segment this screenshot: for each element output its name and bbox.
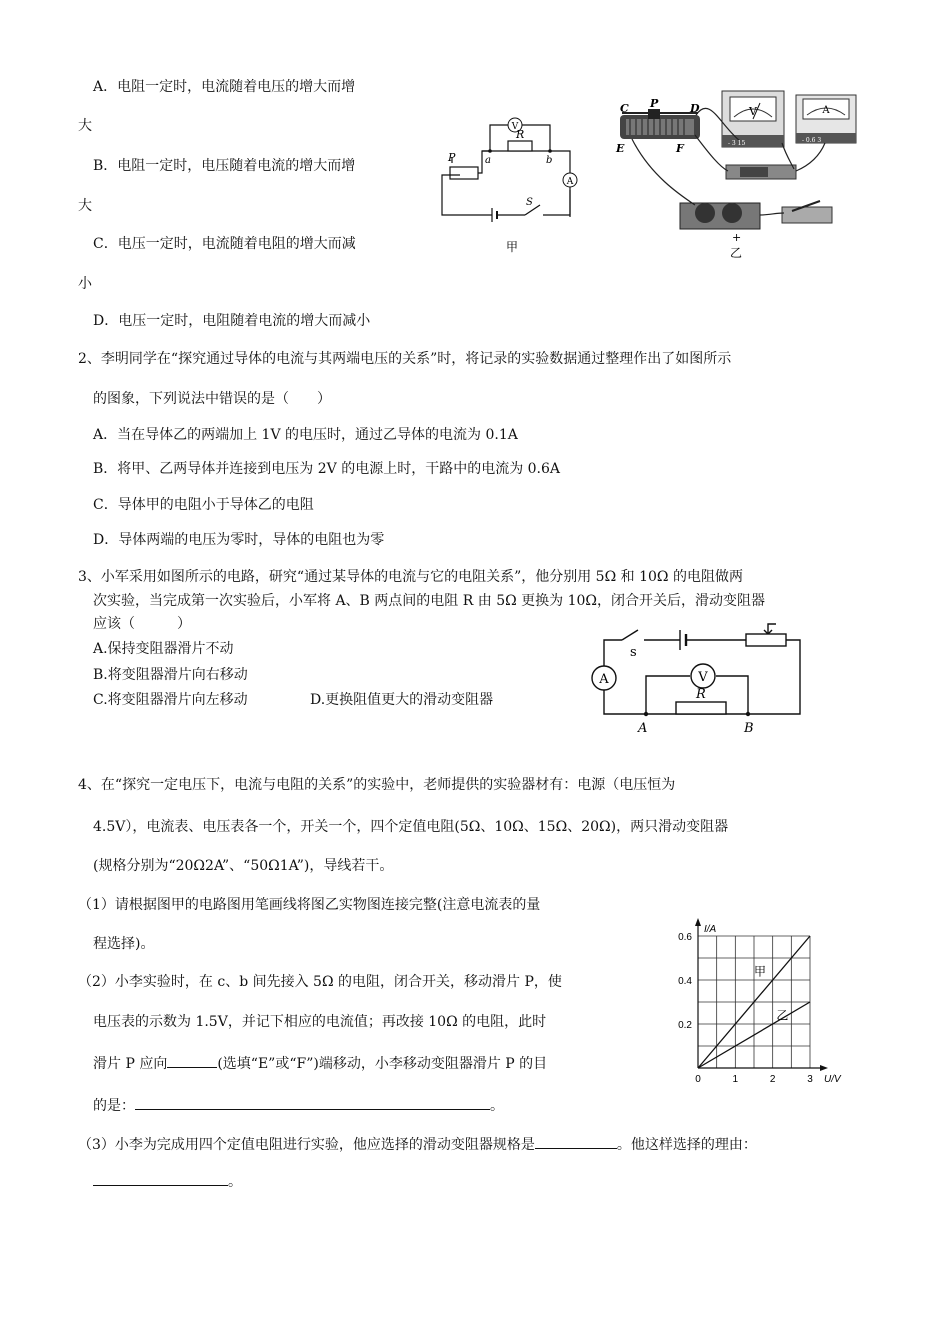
yi-voltmeter-scale: - 3 15 <box>728 140 746 147</box>
chart-y-axis-label: I/A <box>704 924 717 935</box>
q4-part1-line2: 程选择)。 <box>93 936 155 952</box>
q4-part1-line1: （1）请根据图甲的电路图用笔画线将图乙实物图连接完整(注意电流表的量 <box>78 897 541 913</box>
iu-graph-chart <box>668 900 848 1090</box>
chart-series-label: 乙 <box>776 1008 789 1023</box>
q4-blank-purpose[interactable] <box>135 1095 490 1110</box>
q4-stem-line1: 4、在“探究一定电压下，电流与电阻的关系”的实验中，老师提供的实验器材有：电源（电压恒为 <box>78 777 676 793</box>
yi-terminal-e: E <box>616 142 625 155</box>
q1-option-c-line2: 小 <box>78 276 92 292</box>
yi-caption: 乙 <box>730 246 743 260</box>
yi-voltmeter-label: V <box>749 105 757 118</box>
q3-switch-label: s <box>630 645 637 660</box>
q4-part3-line1 <box>78 1134 757 1154</box>
chart-x-axis-label: U/V <box>824 1074 841 1085</box>
q4-part2-line2: 电压表的示数为 1.5V，并记下相应的电流值；再改接 10Ω 的电阻，此时 <box>93 1014 547 1030</box>
q1-option-c-line1: C．电压一定时，电流随着电阻的增大而减 <box>93 236 356 252</box>
q3-point-b: B <box>744 721 754 736</box>
yi-terminal-f: F <box>676 142 684 155</box>
q1-option-d: D．电压一定时，电阻随着电流的增大而减小 <box>93 313 371 329</box>
yi-slider-p: P <box>650 97 659 110</box>
q3-resistor-label: R <box>696 687 706 702</box>
q4-blank-reason[interactable] <box>93 1171 228 1186</box>
yi-terminal-c: C <box>620 102 629 115</box>
q3-option-d: D.更换阻值更大的滑动变阻器 <box>310 692 494 708</box>
q3-voltmeter-label: V <box>698 670 708 685</box>
q4-stem-line2: 4.5V），电流表、电压表各一个，开关一个，四个定值电阻(5Ω、10Ω、15Ω、20Ω)，两只滑动变阻器 <box>93 819 729 835</box>
q4-part3-text-c: 。 <box>228 1174 242 1190</box>
jia-point-b: b <box>546 155 553 166</box>
chart-y-axis-arrow <box>695 918 701 926</box>
yi-plus-sign: + <box>732 231 742 244</box>
chart-x-axis-arrow <box>820 1065 828 1071</box>
jia-voltmeter-label: V <box>511 122 519 132</box>
chart-series-label: 甲 <box>754 964 767 979</box>
q2-option-c: C．导体甲的电阻小于导体乙的电阻 <box>93 497 314 513</box>
q3-option-a: A.保持变阻器滑片不动 <box>93 641 234 657</box>
q1-option-a-line1: A．电阻一定时，电流随着电压的增大而增 <box>93 79 356 95</box>
q3-ammeter-label: A <box>599 672 609 687</box>
q2-stem-line2: 的图象，下列说法中错误的是（ ） <box>93 391 331 407</box>
chart-y-tick-label: 0.4 <box>678 976 692 987</box>
q4-stem-line3: (规格分别为“20Ω2A”、“50Ω1A”)，导线若干。 <box>93 858 394 874</box>
q1-apparatus-figure-yi <box>610 85 870 265</box>
chart-x-tick-label: 1 <box>732 1074 739 1085</box>
q4-part3-text-a: （3）小李为完成用四个定值电阻进行实验，他应选择的滑动变阻器规格是 <box>78 1137 535 1153</box>
chart-x-tick-label: 3 <box>807 1074 813 1085</box>
chart-x-tick-label: 2 <box>769 1074 776 1085</box>
q4-part2-line3-prefix: 滑片 P 应向 <box>93 1056 168 1072</box>
q1-option-b-line1: B．电阻一定时，电压随着电流的增大而增 <box>93 158 356 174</box>
jia-slider-label: P <box>448 151 456 164</box>
chart-y-tick-label: 0.6 <box>678 932 692 943</box>
q1-option-b-line2: 大 <box>78 198 92 214</box>
q3-stem-line2: 次实验，当完成第一次实验后，小军将 A、B 两点间的电阻 R 由 5Ω 更换为 10Ω，闭合开关后，滑动变阻器 <box>93 593 766 609</box>
q3-point-a: A <box>638 721 648 736</box>
q4-part2-line4-suffix: 。 <box>490 1098 504 1114</box>
q4-part2-line4-prefix: 的是： <box>93 1098 135 1114</box>
q4-part2-line1: （2）小李实验时，在 c、b 间先接入 5Ω 的电阻，闭合开关，移动滑片 P，使 <box>78 974 562 990</box>
q3-stem-line1: 3、小军采用如图所示的电路，研究“通过某导体的电流与它的电阻关系”，他分别用 5Ω 和 10Ω 的电阻做两 <box>78 569 743 585</box>
jia-resistor-label: R <box>516 128 525 141</box>
chart-y-tick-label: 0.2 <box>678 1020 692 1031</box>
q2-option-b: B．将甲、乙两导体并连接到电压为 2V 的电源上时，干路中的电流为 0.6A <box>93 461 561 477</box>
jia-ammeter-label: A <box>566 177 574 187</box>
q3-stem-line3: 应该（ ） <box>93 616 191 632</box>
yi-terminal-d: D <box>690 102 700 115</box>
q4-blank-rheostat-spec[interactable] <box>535 1134 617 1149</box>
q3-circuit-diagram <box>582 618 822 738</box>
jia-point-a: a <box>485 155 491 166</box>
q2-option-d: D．导体两端的电压为零时，导体的电阻也为零 <box>93 532 385 548</box>
q4-part2-line3-suffix: (选填“E”或“F”)端移动，小李移动变阻器滑片 P 的目 <box>217 1056 548 1072</box>
jia-caption: 甲 <box>506 240 519 254</box>
yi-ammeter-label: A <box>822 105 830 116</box>
chart-x-tick-label: 0 <box>695 1074 701 1085</box>
q2-option-a: A．当在导体乙的两端加上 1V 的电压时，通过乙导体的电流为 0.1A <box>93 427 518 443</box>
yi-ammeter-scale: - 0.6 3 <box>802 137 822 144</box>
q4-part2-line4 <box>93 1095 504 1115</box>
q4-blank-direction[interactable] <box>167 1053 217 1068</box>
q4-part3-text-b: 。他这样选择的理由： <box>616 1137 757 1153</box>
q3-option-b: B.将变阻器滑片向右移动 <box>93 667 248 683</box>
jia-switch-label: S <box>526 197 533 208</box>
q1-circuit-diagram-jia <box>430 95 580 255</box>
q4-part2-line3 <box>93 1053 547 1073</box>
q2-stem-line1: 2、李明同学在“探究通过导体的电流与其两端电压的关系”时，将记录的实验数据通过整理作出了如图所示 <box>78 351 732 367</box>
q4-part3-line2 <box>93 1171 242 1191</box>
q3-option-c: C.将变阻器滑片向左移动 <box>93 692 248 708</box>
q1-option-a-line2: 大 <box>78 118 92 134</box>
